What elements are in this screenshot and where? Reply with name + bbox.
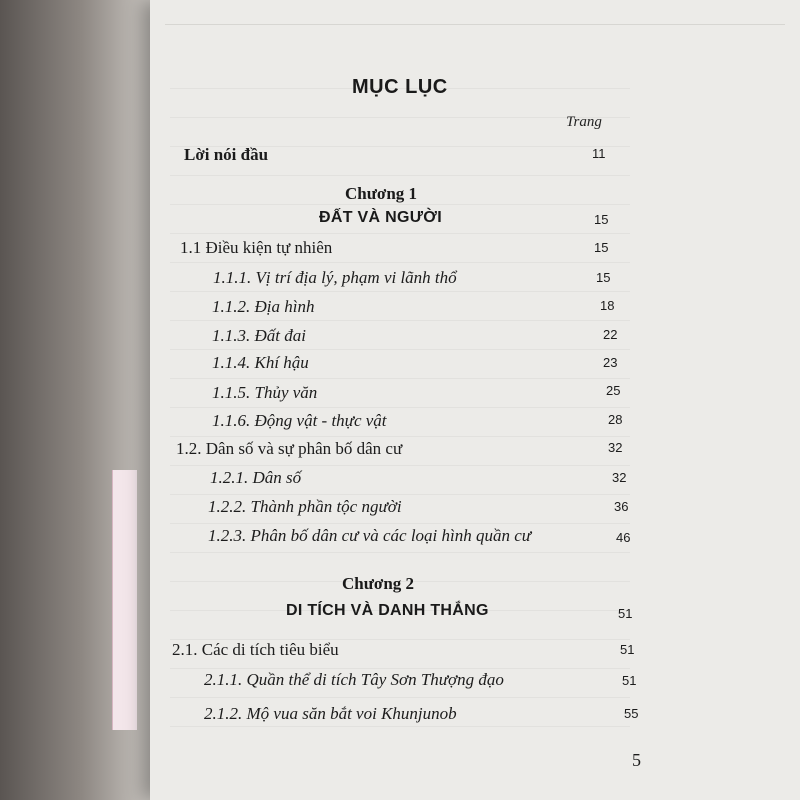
chapter-2-page: 51 [618, 606, 633, 621]
toc-page-2-1-2: 55 [624, 706, 639, 721]
toc-entry-1-1-1: 1.1.1. Vị trí địa lý, phạm vi lãnh thổ [213, 268, 457, 287]
chapter-1-label: Chương 1 [345, 184, 418, 203]
toc-entry-1-2: 1.2. Dân số và sự phân bố dân cư [176, 439, 403, 458]
toc-page-preface: 11 [592, 146, 606, 161]
toc-entry-1-1-3: 1.1.3. Đất đai [212, 326, 306, 345]
page-column-header: Trang [566, 114, 602, 130]
toc-page-1-1-1: 15 [596, 270, 611, 285]
toc-page-1-1-4: 23 [603, 355, 618, 370]
toc-entry-preface: Lời nói đầu [184, 145, 269, 164]
toc-page-1-2-2: 36 [614, 499, 629, 514]
toc-entry-1-1-5: 1.1.5. Thủy văn [212, 383, 318, 402]
toc-title: MỤC LỤC [352, 76, 448, 98]
toc-entry-1-2-1: 1.2.1. Dân số [210, 468, 302, 487]
toc-entry-1-1-6: 1.1.6. Động vật - thực vật [212, 411, 387, 430]
toc-page-1-1-3: 22 [603, 327, 618, 342]
toc-page-2-1: 51 [620, 642, 635, 657]
toc-page-1-1: 15 [594, 240, 609, 255]
toc-entry-2-1: 2.1. Các di tích tiêu biểu [172, 640, 339, 659]
toc-page-1-2-1: 32 [612, 470, 627, 485]
toc-page-1-2-3: 46 [616, 530, 631, 545]
toc-entry-1-1-4: 1.1.4. Khí hậu [212, 353, 309, 372]
toc-entry-2-1-1: 2.1.1. Quần thể di tích Tây Sơn Thượng đạo [204, 670, 504, 689]
toc-page-1-1-5: 25 [606, 383, 621, 398]
toc-page-1-1-6: 28 [608, 412, 623, 427]
toc-entry-1-1: 1.1 Điều kiện tự nhiên [180, 238, 333, 257]
chapter-1-page: 15 [594, 212, 609, 227]
toc-page-1-2: 32 [608, 440, 623, 455]
toc-page-2-1-1: 51 [622, 673, 637, 688]
faint-running-header [165, 10, 785, 25]
toc-entry-1-2-3: 1.2.3. Phân bố dân cư và các loại hình quần cư [208, 526, 532, 545]
chapter-1-title: ĐẤT VÀ NGƯỜI [319, 209, 442, 226]
toc-entry-1-2-2: 1.2.2. Thành phần tộc người [208, 497, 402, 516]
adjacent-book-spine [112, 470, 137, 730]
chapter-2-title: DI TÍCH VÀ DANH THẮNG [286, 602, 489, 619]
chapter-2-label: Chương 2 [342, 574, 415, 593]
toc-entry-1-1-2: 1.1.2. Địa hình [212, 297, 315, 316]
page-number: 5 [632, 750, 641, 770]
toc-entry-2-1-2: 2.1.2. Mộ vua săn bắt voi Khunjunob [204, 704, 457, 723]
toc-page-1-1-2: 18 [600, 298, 615, 313]
